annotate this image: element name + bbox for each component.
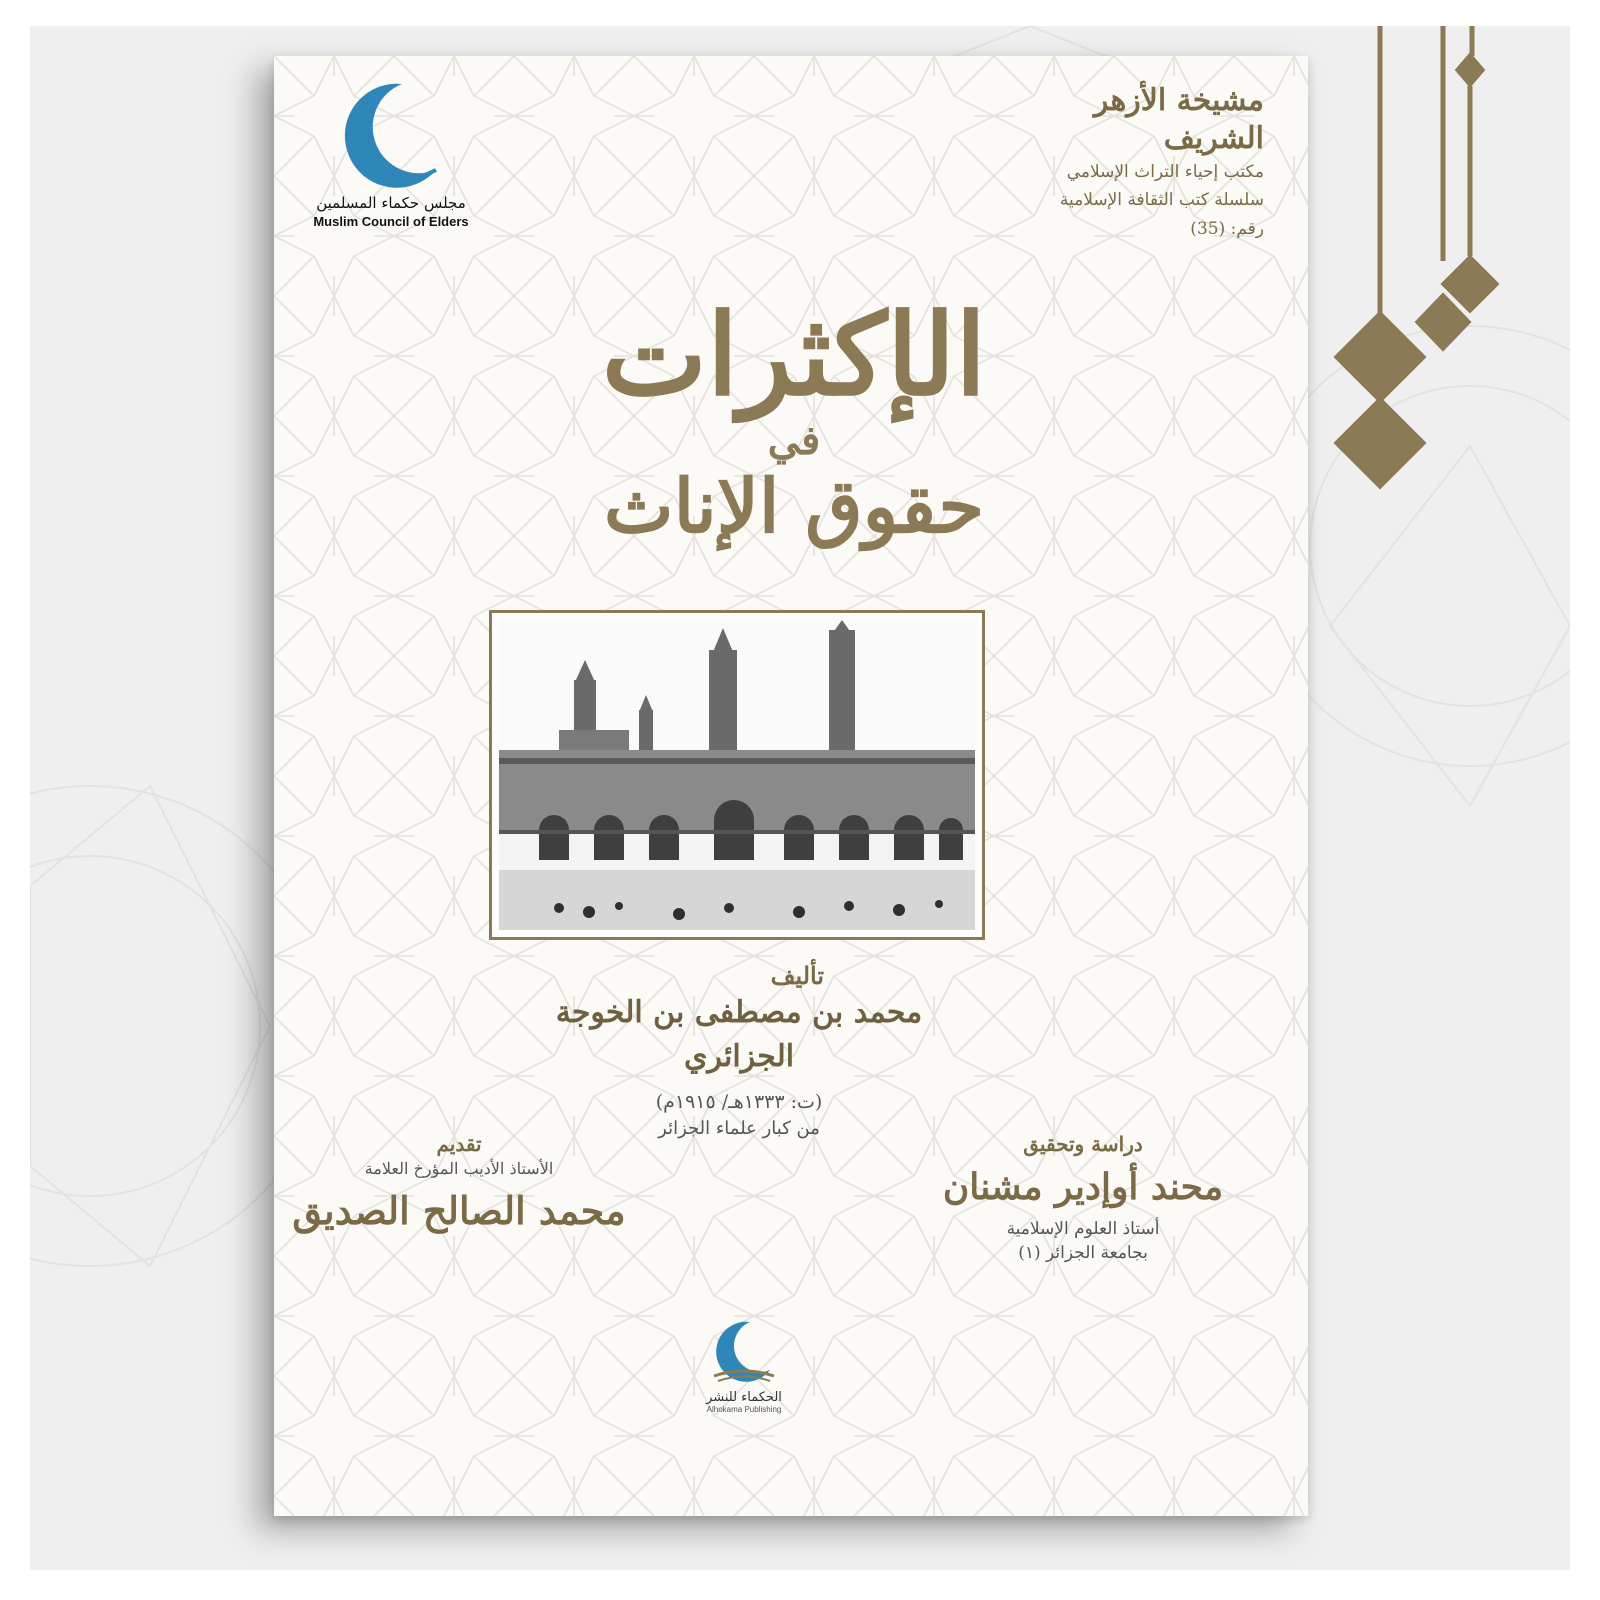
publisher-logo	[674, 1318, 814, 1414]
series-line-2: مكتب إحياء التراث الإسلامي	[1066, 162, 1264, 182]
title-line-1: الإكثرات	[601, 290, 987, 421]
diamond-ornament	[1320, 26, 1520, 496]
council-name-ar: مجلس حكماء المسلمين	[316, 194, 466, 212]
series-line-1: مشيخة الأزهر الشريف	[1093, 83, 1264, 156]
publisher-name-ar: الحكماء للنشر	[706, 1390, 782, 1405]
crescent-book-icon	[704, 1318, 784, 1384]
study-block	[898, 1131, 1268, 1265]
book-title	[474, 281, 1114, 553]
title-line-2: في	[767, 417, 821, 464]
council-logo	[286, 78, 496, 229]
book-cover	[274, 56, 1308, 1516]
mosque-illustration	[489, 610, 985, 940]
series-block	[1004, 82, 1264, 244]
mosque-engraving	[499, 620, 975, 930]
crescent-icon	[336, 78, 446, 190]
introduction-name: محمد الصالح الصديق	[292, 1188, 626, 1233]
study-position-2: بجامعة الجزائر (١)	[1018, 1243, 1148, 1263]
author-label: تأليف	[770, 961, 824, 990]
author-name: محمد بن مصطفى بن الخوجة الجزائري	[555, 995, 923, 1074]
study-position-1: أستاذ العلوم الإسلامية	[1006, 1219, 1160, 1239]
author-dates: (ت: ١٣٣٣هـ/ ١٩١٥م)	[655, 1091, 823, 1113]
author-description: من كبار علماء الجزائر	[658, 1118, 820, 1139]
introduction-title: الأستاذ الأديب المؤرخ العلامة	[364, 1159, 554, 1178]
series-number: رقم: (35)	[1190, 219, 1264, 239]
study-name: محند أوإدير مشنان	[942, 1166, 1224, 1208]
series-line-3: سلسلة كتب الثقافة الإسلامية	[1059, 190, 1264, 210]
publisher-name-en: Alhokama Publishing	[706, 1405, 782, 1414]
council-name-en: Muslim Council of Elders	[313, 214, 469, 229]
introduction-label: تقديم	[436, 1132, 482, 1156]
title-line-3: حقوق الإناث	[603, 464, 985, 550]
author-block	[514, 961, 964, 1141]
introduction-block	[284, 1131, 634, 1237]
study-label: دراسة وتحقيق	[1023, 1132, 1143, 1156]
